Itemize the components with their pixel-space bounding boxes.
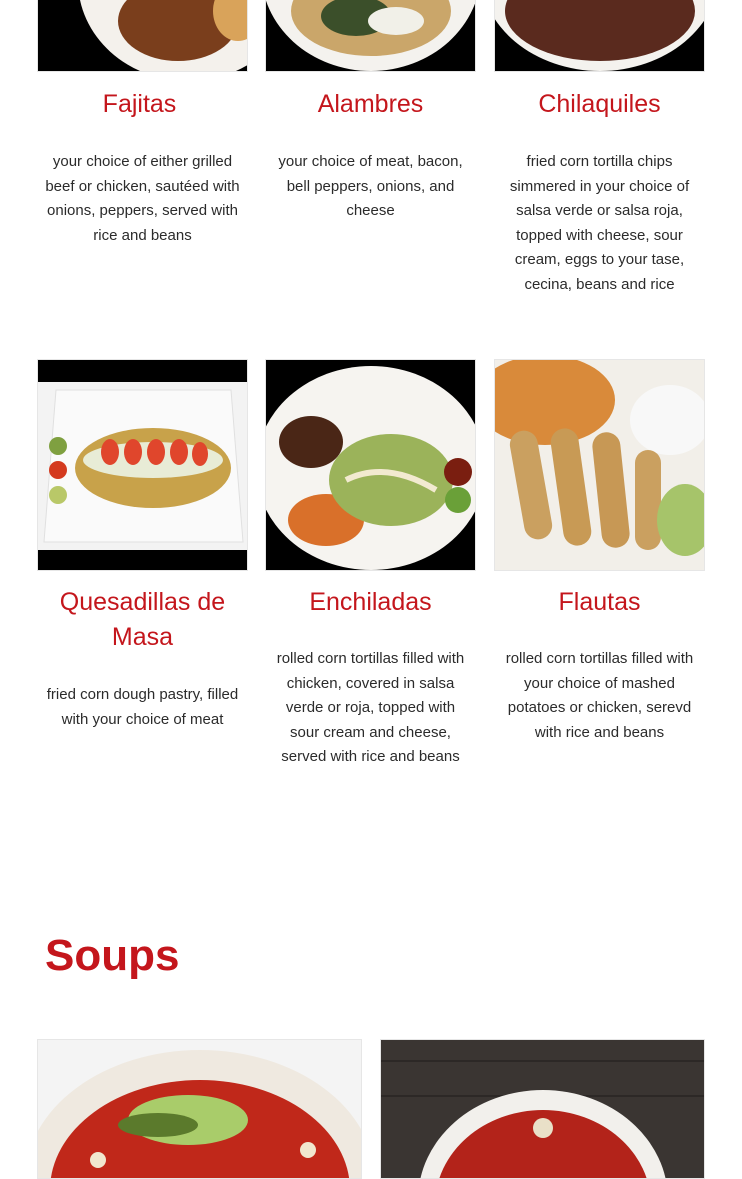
section-title-soups: Soups: [45, 931, 180, 980]
dish-description-fajitas: your choice of either grilled beef or chicken, sautéed with onions, peppers, served with rice and beans: [45, 153, 240, 244]
soup-image-2[interactable]: [380, 1039, 705, 1179]
dish-title-alambres: Alambres: [317, 90, 424, 118]
dish-title-flautas: Flautas: [558, 588, 641, 616]
soup-image-1[interactable]: [37, 1039, 362, 1179]
dish-title-chilaquiles: Chilaquiles: [538, 90, 661, 118]
dish-description-enchiladas: rolled corn tortillas filled with chicken, covered in salsa verde or roja, topped with sour cream and cheese, served with rice and beans: [276, 650, 465, 765]
dish-description-quesadillas-de-masa: fried corn dough pastry, filled with your choice of meat: [46, 686, 239, 728]
dish-description-flautas: rolled corn tortillas filled with your choice of mashed potatoes or chicken, serevd with rice and beans: [505, 650, 694, 741]
alambres-image[interactable]: [265, 0, 476, 72]
dish-description-chilaquiles: fried corn tortilla chips simmered in your choice of salsa verde or salsa roja, topped with cheese, sour cream, eggs to your tase, cecina, beans and rice: [509, 153, 690, 293]
flautas-image[interactable]: [494, 359, 705, 571]
dish-description-alambres: your choice of meat, bacon, bell peppers, onions, and cheese: [278, 153, 463, 219]
enchiladas-image[interactable]: [265, 359, 476, 571]
dish-title-enchiladas: Enchiladas: [309, 588, 432, 616]
quesadillas-de-masa-image[interactable]: [37, 359, 248, 571]
chilaquiles-image[interactable]: [494, 0, 705, 72]
dish-title-fajitas: Fajitas: [102, 90, 177, 118]
dish-title-quesadillas-de-masa: Quesadillas de Masa: [59, 588, 226, 651]
fajitas-image[interactable]: [37, 0, 248, 72]
